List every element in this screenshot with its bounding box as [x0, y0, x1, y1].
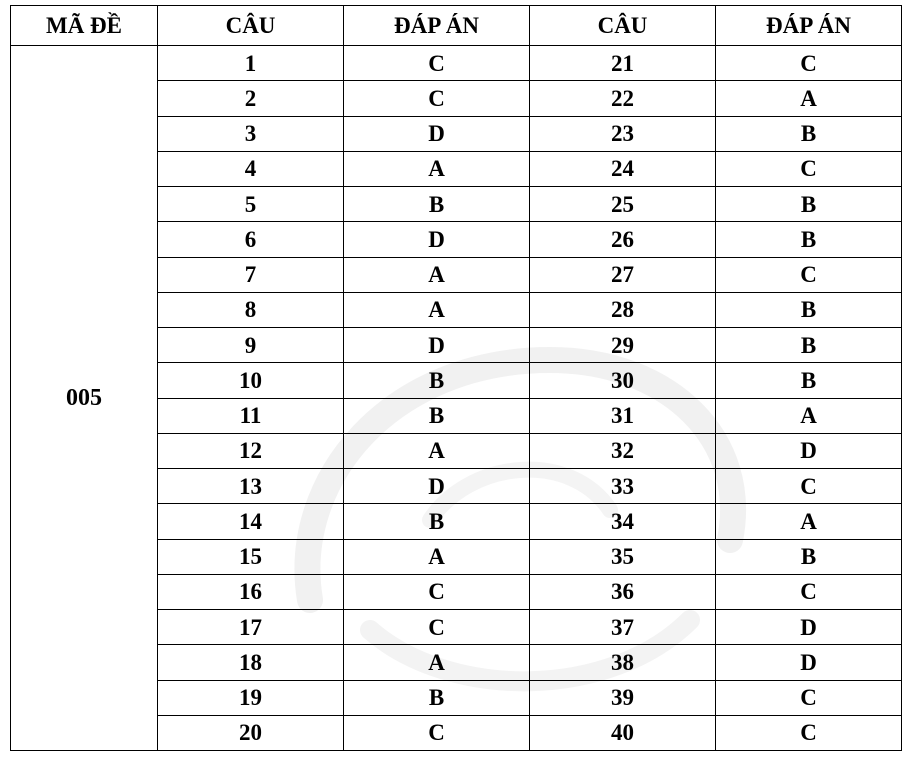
- answer-cell: D: [344, 222, 530, 257]
- question-number-cell: 14: [158, 504, 344, 539]
- answer-cell: B: [344, 363, 530, 398]
- question-number-cell: 2: [158, 81, 344, 116]
- question-number-cell: 29: [530, 328, 716, 363]
- answer-cell: B: [716, 187, 902, 222]
- question-number-cell: 10: [158, 363, 344, 398]
- answer-cell: C: [344, 46, 530, 81]
- answer-cell: C: [344, 610, 530, 645]
- exam-code-cell: 005: [11, 46, 158, 751]
- question-number-cell: 13: [158, 469, 344, 504]
- question-number-cell: 33: [530, 469, 716, 504]
- question-number-cell: 12: [158, 433, 344, 468]
- question-number-cell: 1: [158, 46, 344, 81]
- answer-cell: B: [344, 187, 530, 222]
- question-number-cell: 16: [158, 574, 344, 609]
- question-number-cell: 39: [530, 680, 716, 715]
- answer-key-header: [11, 6, 902, 46]
- answer-cell: C: [716, 151, 902, 186]
- question-number-cell: 25: [530, 187, 716, 222]
- answer-cell: B: [716, 116, 902, 151]
- answer-cell: D: [716, 610, 902, 645]
- question-number-cell: 23: [530, 116, 716, 151]
- question-number-cell: 30: [530, 363, 716, 398]
- question-number-cell: 18: [158, 645, 344, 680]
- answer-cell: A: [716, 504, 902, 539]
- answer-cell: B: [344, 504, 530, 539]
- header-row: [11, 6, 902, 46]
- question-number-cell: 3: [158, 116, 344, 151]
- header-answer-1: ĐÁP ÁN: [344, 6, 530, 46]
- question-number-cell: 28: [530, 292, 716, 327]
- answer-cell: A: [344, 433, 530, 468]
- answer-cell: C: [716, 680, 902, 715]
- question-number-cell: 38: [530, 645, 716, 680]
- header-exam-code: MÃ ĐỀ: [11, 6, 158, 46]
- answer-cell: B: [716, 222, 902, 257]
- question-number-cell: 4: [158, 151, 344, 186]
- question-number-cell: 35: [530, 539, 716, 574]
- question-number-cell: 7: [158, 257, 344, 292]
- answer-cell: B: [344, 398, 530, 433]
- question-number-cell: 19: [158, 680, 344, 715]
- table-row: [11, 46, 902, 81]
- answer-cell: B: [716, 539, 902, 574]
- question-number-cell: 31: [530, 398, 716, 433]
- answer-cell: B: [716, 328, 902, 363]
- answer-cell: A: [344, 292, 530, 327]
- answer-cell: A: [716, 398, 902, 433]
- answer-cell: D: [716, 433, 902, 468]
- answer-cell: D: [344, 116, 530, 151]
- answer-cell: C: [344, 715, 530, 750]
- answer-cell: C: [344, 574, 530, 609]
- question-number-cell: 36: [530, 574, 716, 609]
- answer-cell: B: [716, 363, 902, 398]
- header-question-1: CÂU: [158, 6, 344, 46]
- answer-cell: A: [344, 257, 530, 292]
- question-number-cell: 21: [530, 46, 716, 81]
- answer-key-body: [11, 46, 902, 751]
- question-number-cell: 8: [158, 292, 344, 327]
- answer-cell: C: [716, 46, 902, 81]
- answer-cell: C: [344, 81, 530, 116]
- question-number-cell: 32: [530, 433, 716, 468]
- answer-cell: D: [344, 328, 530, 363]
- answer-cell: A: [716, 81, 902, 116]
- answer-cell: C: [716, 715, 902, 750]
- question-number-cell: 34: [530, 504, 716, 539]
- header-question-2: CÂU: [530, 6, 716, 46]
- question-number-cell: 27: [530, 257, 716, 292]
- question-number-cell: 9: [158, 328, 344, 363]
- answer-cell: A: [344, 539, 530, 574]
- answer-cell: B: [716, 292, 902, 327]
- answer-cell: D: [716, 645, 902, 680]
- question-number-cell: 37: [530, 610, 716, 645]
- question-number-cell: 6: [158, 222, 344, 257]
- question-number-cell: 11: [158, 398, 344, 433]
- question-number-cell: 24: [530, 151, 716, 186]
- answer-cell: A: [344, 151, 530, 186]
- question-number-cell: 5: [158, 187, 344, 222]
- question-number-cell: 15: [158, 539, 344, 574]
- header-answer-2: ĐÁP ÁN: [716, 6, 902, 46]
- answer-cell: C: [716, 257, 902, 292]
- answer-cell: D: [344, 469, 530, 504]
- question-number-cell: 40: [530, 715, 716, 750]
- answer-cell: B: [344, 680, 530, 715]
- question-number-cell: 26: [530, 222, 716, 257]
- answer-cell: A: [344, 645, 530, 680]
- answer-key-table: [10, 5, 902, 751]
- question-number-cell: 20: [158, 715, 344, 750]
- answer-cell: C: [716, 574, 902, 609]
- answer-cell: C: [716, 469, 902, 504]
- question-number-cell: 22: [530, 81, 716, 116]
- question-number-cell: 17: [158, 610, 344, 645]
